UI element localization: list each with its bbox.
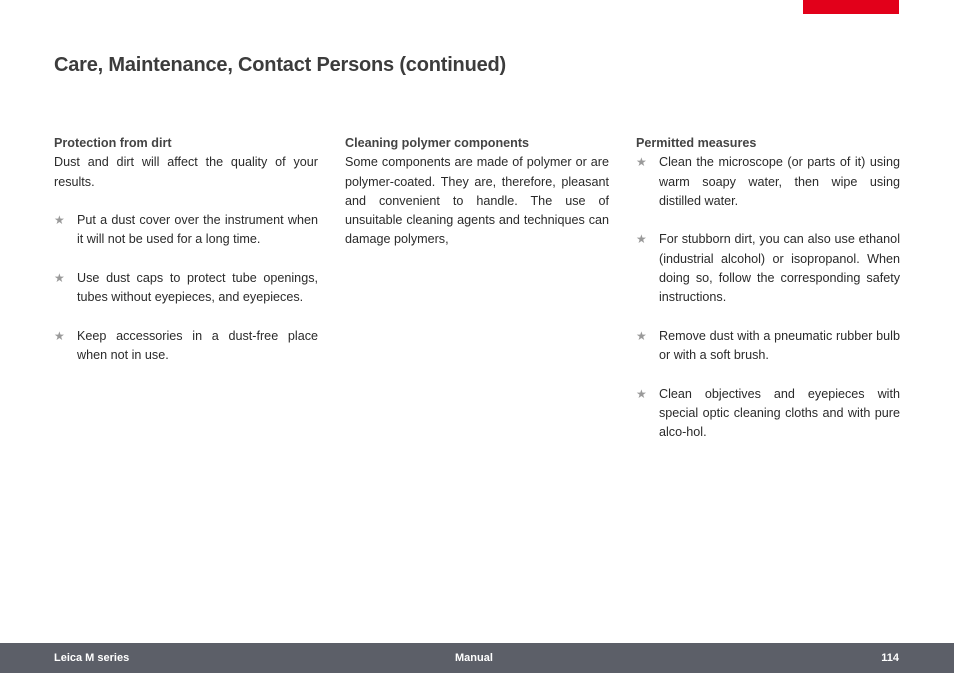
list-item-text: Keep accessories in a dust-free place when not in use. (77, 328, 318, 363)
footer-product-name: Leica M series (54, 652, 130, 664)
list-item-text: Clean the microscope (or parts of it) using warm soapy water, then wipe using distilled water. (659, 155, 900, 208)
page-title: Care, Maintenance, Contact Persons (continued) (54, 54, 506, 76)
star-bullet-icon: ★ (54, 271, 65, 286)
list-item (636, 230, 900, 307)
list-item (54, 269, 318, 308)
star-bullet-icon: ★ (636, 386, 647, 401)
list-item-text: Remove dust with a pneumatic rubber bulb or with a soft brush. (659, 328, 900, 363)
list-item-text: Put a dust cover over the instrument when it will not be used for a long time. (77, 213, 318, 247)
list-item (636, 153, 900, 211)
section-intro: Dust and dirt will affect the quality of your results. (54, 155, 318, 189)
list-item-text: For stubborn dirt, you can also use ethanol (industrial alcohol) or isopropanol. When doing so, follow the corresponding safety instructions. (659, 232, 900, 305)
page-number: 114 (881, 652, 899, 664)
bullet-list (636, 153, 900, 442)
list-item (636, 327, 900, 366)
accent-tab (803, 0, 899, 14)
star-bullet-icon: ★ (636, 328, 647, 343)
section-intro: Some components are made of polymer or are polymer-coated. They are, therefore, pleasant and convenient to handle. The use of unsuitable cleaning agents and techniques can damage polymers, (345, 155, 609, 247)
page-footer (0, 643, 954, 673)
star-bullet-icon: ★ (54, 328, 65, 343)
list-item (54, 211, 318, 250)
list-item-text: Use dust caps to protect tube openings, tubes without eyepieces, and eyepieces. (77, 271, 318, 305)
list-item (54, 327, 318, 366)
footer-document-type: Manual (455, 652, 493, 664)
column-cleaning-polymer (345, 134, 609, 250)
star-bullet-icon: ★ (54, 213, 65, 228)
section-heading: Protection from dirt (54, 136, 172, 150)
star-bullet-icon: ★ (636, 155, 647, 170)
column-protection-from-dirt (54, 134, 318, 366)
list-item (636, 385, 900, 443)
column-permitted-measures (636, 134, 900, 443)
bullet-list (54, 211, 318, 365)
section-heading: Cleaning polymer components (345, 136, 530, 150)
star-bullet-icon: ★ (636, 232, 647, 247)
list-item-text: Clean objectives and eyepieces with special optic cleaning cloths and with pure alco-hol. (659, 386, 900, 440)
section-heading: Permitted measures (636, 136, 757, 150)
